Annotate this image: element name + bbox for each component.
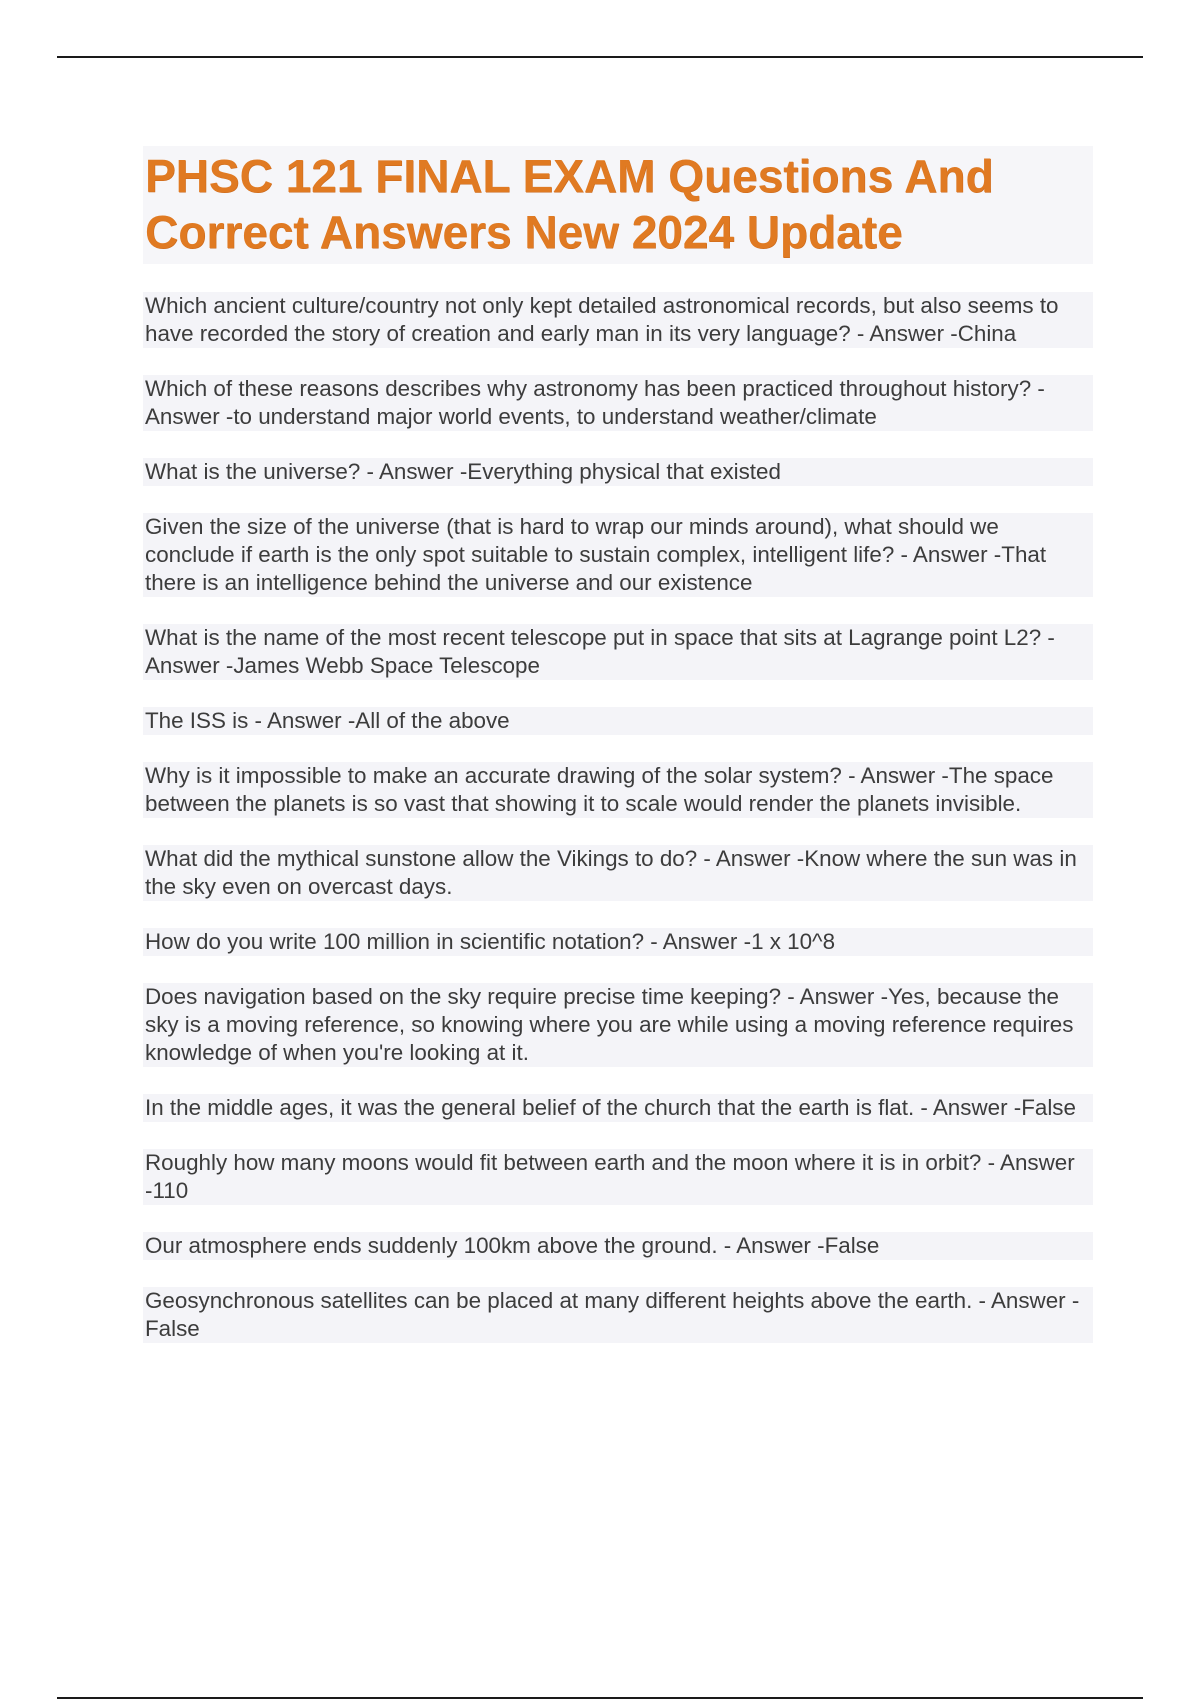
qa-item-3: What is the universe? - Answer -Everything physical that existed [143,458,1093,486]
qa-item-4: Given the size of the universe (that is hard to wrap our minds around), what should we conclude if earth is the only spot suitable to sustain complex, intelligent life? - Answer -That there is an intelligence behind the universe and our existence [143,513,1093,597]
document-title: PHSC 121 FINAL EXAM Questions And Correct Answers New 2024 Update [145,150,994,258]
qa-item-6: The ISS is - Answer -All of the above [143,707,1093,735]
qa-item-9: How do you write 100 million in scientific notation? - Answer -1 x 10^8 [143,928,1093,956]
top-rule [57,56,1143,58]
bottom-rule [57,1697,1143,1699]
document-body [143,146,1093,1370]
qa-list [143,292,1093,1343]
title-block [143,146,1093,264]
qa-item-14: Geosynchronous satellites can be placed at many different heights above the earth. - Answer -False [143,1287,1093,1343]
qa-item-10: Does navigation based on the sky require precise time keeping? - Answer -Yes, because the sky is a moving reference, so knowing where you are while using a moving reference requires knowledge of when you're looking at it. [143,983,1093,1067]
qa-item-5: What is the name of the most recent telescope put in space that sits at Lagrange point L2? - Answer -James Webb Space Telescope [143,624,1093,680]
qa-item-11: In the middle ages, it was the general belief of the church that the earth is flat. - Answer -False [143,1094,1093,1122]
qa-item-8: What did the mythical sunstone allow the Vikings to do? - Answer -Know where the sun was in the sky even on overcast days. [143,845,1093,901]
qa-item-12: Roughly how many moons would fit between earth and the moon where it is in orbit? - Answer -110 [143,1149,1093,1205]
qa-item-13: Our atmosphere ends suddenly 100km above the ground. - Answer -False [143,1232,1093,1260]
qa-item-7: Why is it impossible to make an accurate drawing of the solar system? - Answer -The space between the planets is so vast that showing it to scale would render the planets invisible. [143,762,1093,818]
qa-item-1: Which ancient culture/country not only kept detailed astronomical records, but also seems to have recorded the story of creation and early man in its very language? - Answer -China [143,292,1093,348]
qa-item-2: Which of these reasons describes why astronomy has been practiced throughout history? - Answer -to understand major world events, to understand weather/climate [143,375,1093,431]
